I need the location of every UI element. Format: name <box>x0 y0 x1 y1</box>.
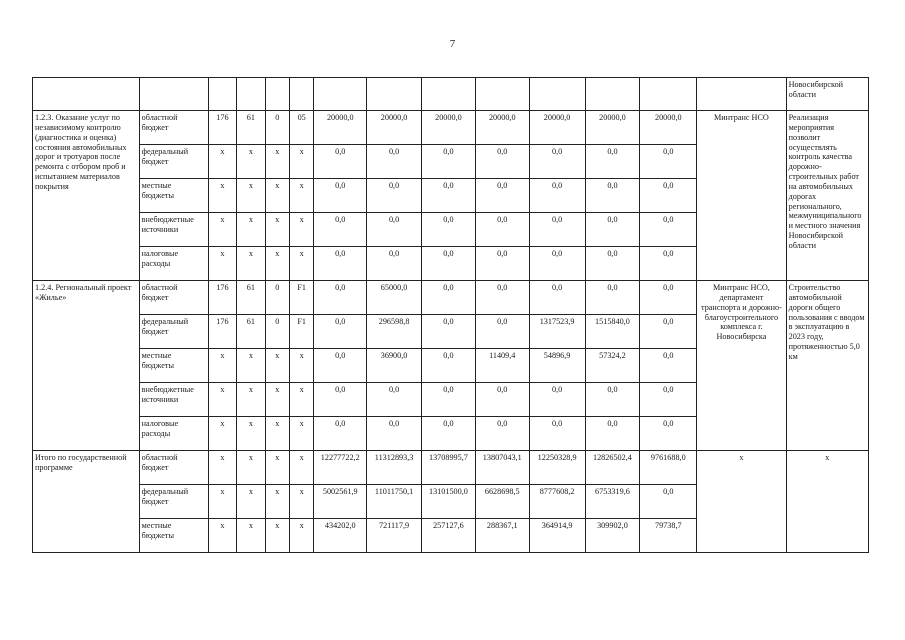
amount-cell: 0,0 <box>529 417 585 451</box>
budget-code: x <box>265 519 289 553</box>
expected-result: Строительство автомобильной дороги общего пользования с вводом в эксплуатацию в 2023 году, протяженностью 5,0 км <box>786 281 868 451</box>
table-row <box>33 111 869 145</box>
cell-empty <box>208 78 236 111</box>
amount-cell: 0,0 <box>640 213 697 247</box>
budget-code: x <box>265 247 289 281</box>
funding-source: внебюджетные источники <box>139 383 208 417</box>
budget-code: x <box>237 519 265 553</box>
budget-code: x <box>265 451 289 485</box>
amount-cell: 0,0 <box>314 383 367 417</box>
amount-cell: 0,0 <box>640 145 697 179</box>
executor: x <box>697 451 786 553</box>
budget-code: x <box>265 383 289 417</box>
budget-code: x <box>208 485 236 519</box>
amount-cell: 12826502,4 <box>585 451 640 485</box>
budget-code: F1 <box>289 281 313 315</box>
amount-cell: 6628698,5 <box>475 485 529 519</box>
amount-cell: 0,0 <box>314 213 367 247</box>
funding-source: федеральный бюджет <box>139 315 208 349</box>
amount-cell: 9761688,0 <box>640 451 697 485</box>
amount-cell: 0,0 <box>640 417 697 451</box>
amount-cell: 20000,0 <box>367 111 422 145</box>
amount-cell: 20000,0 <box>585 111 640 145</box>
result-continued: Новосибирской области <box>786 78 868 111</box>
amount-cell: 0,0 <box>475 417 529 451</box>
budget-code: x <box>237 213 265 247</box>
amount-cell: 20000,0 <box>314 111 367 145</box>
amount-cell: 0,0 <box>475 281 529 315</box>
page-number: 7 <box>449 38 456 50</box>
budget-code: 61 <box>237 315 265 349</box>
budget-code: 0 <box>265 111 289 145</box>
amount-cell: 0,0 <box>585 145 640 179</box>
measure-name: 1.2.4. Региональный проект «Жилье» <box>33 281 140 451</box>
budget-code: x <box>208 349 236 383</box>
amount-cell: 13807043,1 <box>475 451 529 485</box>
amount-cell: 0,0 <box>367 417 422 451</box>
cell-empty <box>289 78 313 111</box>
funding-source: налоговые расходы <box>139 247 208 281</box>
amount-cell: 0,0 <box>314 417 367 451</box>
budget-code: x <box>289 451 313 485</box>
budget-code: 0 <box>265 281 289 315</box>
amount-cell: 0,0 <box>475 315 529 349</box>
cell-empty <box>314 78 367 111</box>
table-row <box>33 451 869 485</box>
amount-cell: 0,0 <box>314 145 367 179</box>
amount-cell: 0,0 <box>422 281 476 315</box>
amount-cell: 20000,0 <box>640 111 697 145</box>
amount-cell: 0,0 <box>422 179 476 213</box>
amount-cell: 36900,0 <box>367 349 422 383</box>
amount-cell: 0,0 <box>640 247 697 281</box>
amount-cell: 0,0 <box>475 247 529 281</box>
amount-cell: 20000,0 <box>475 111 529 145</box>
budget-code: x <box>237 349 265 383</box>
cell-empty <box>697 78 786 111</box>
amount-cell: 0,0 <box>422 315 476 349</box>
budget-code: 176 <box>208 315 236 349</box>
funding-source: местные бюджеты <box>139 349 208 383</box>
amount-cell: 0,0 <box>529 383 585 417</box>
amount-cell: 0,0 <box>367 179 422 213</box>
cell-empty <box>237 78 265 111</box>
amount-cell: 13101500,0 <box>422 485 476 519</box>
amount-cell: 0,0 <box>585 179 640 213</box>
cell-empty <box>33 78 140 111</box>
cell-empty <box>265 78 289 111</box>
amount-cell: 11409,4 <box>475 349 529 383</box>
budget-code: 0 <box>265 315 289 349</box>
cell-empty <box>422 78 476 111</box>
amount-cell: 721117,9 <box>367 519 422 553</box>
amount-cell: 0,0 <box>529 247 585 281</box>
funding-source: местные бюджеты <box>139 179 208 213</box>
budget-code: x <box>208 247 236 281</box>
amount-cell: 0,0 <box>314 349 367 383</box>
budget-code: x <box>237 383 265 417</box>
amount-cell: 1317523,9 <box>529 315 585 349</box>
amount-cell: 13708995,7 <box>422 451 476 485</box>
budget-code: x <box>208 179 236 213</box>
amount-cell: 12277722,2 <box>314 451 367 485</box>
expected-result: Реализация мероприятия позволит осуществлять контроль качества дорожно-строительных работ на автомобильных дорогах регионального, межмуниципального и местного значения Новосибирской области <box>786 111 868 281</box>
amount-cell: 79738,7 <box>640 519 697 553</box>
funding-source: областной бюджет <box>139 111 208 145</box>
budget-code: x <box>289 349 313 383</box>
amount-cell: 0,0 <box>422 417 476 451</box>
funding-source: внебюджетные источники <box>139 213 208 247</box>
amount-cell: 0,0 <box>367 383 422 417</box>
amount-cell: 0,0 <box>585 383 640 417</box>
amount-cell: 0,0 <box>640 281 697 315</box>
amount-cell: 11011750,1 <box>367 485 422 519</box>
budget-code: x <box>265 213 289 247</box>
budget-code: x <box>237 179 265 213</box>
budget-code: x <box>265 179 289 213</box>
amount-cell: 0,0 <box>422 247 476 281</box>
amount-cell: 0,0 <box>640 315 697 349</box>
budget-code: x <box>289 383 313 417</box>
cell-empty <box>529 78 585 111</box>
amount-cell: 0,0 <box>367 213 422 247</box>
funding-source: налоговые расходы <box>139 417 208 451</box>
budget-code: 176 <box>208 281 236 315</box>
budget-code: x <box>289 179 313 213</box>
budget-code: x <box>289 485 313 519</box>
budget-code: F1 <box>289 315 313 349</box>
budget-code: 176 <box>208 111 236 145</box>
budget-code: 61 <box>237 111 265 145</box>
amount-cell: 0,0 <box>640 485 697 519</box>
budget-code: x <box>289 519 313 553</box>
amount-cell: 0,0 <box>529 145 585 179</box>
amount-cell: 1515840,0 <box>585 315 640 349</box>
budget-code: x <box>237 247 265 281</box>
amount-cell: 0,0 <box>475 145 529 179</box>
amount-cell: 309902,0 <box>585 519 640 553</box>
cell-empty <box>475 78 529 111</box>
budget-code: x <box>289 417 313 451</box>
measure-name: 1.2.3. Оказание услуг по независимому контролю (диагностика и оценка) состояния автомобильных дорог и тротуаров после ремонта с отбором проб и испытанием материалов покрытия <box>33 111 140 281</box>
amount-cell: 0,0 <box>314 315 367 349</box>
budget-code: x <box>265 417 289 451</box>
amount-cell: 0,0 <box>529 179 585 213</box>
budget-code: x <box>208 417 236 451</box>
budget-code: x <box>265 485 289 519</box>
amount-cell: 0,0 <box>314 281 367 315</box>
amount-cell: 6753319,6 <box>585 485 640 519</box>
budget-code: x <box>208 451 236 485</box>
amount-cell: 20000,0 <box>422 111 476 145</box>
funding-source: областной бюджет <box>139 451 208 485</box>
amount-cell: 0,0 <box>529 281 585 315</box>
amount-cell: 11312893,3 <box>367 451 422 485</box>
budget-table <box>32 77 869 553</box>
amount-cell: 0,0 <box>314 179 367 213</box>
amount-cell: 0,0 <box>367 145 422 179</box>
amount-cell: 0,0 <box>422 349 476 383</box>
amount-cell: 0,0 <box>640 349 697 383</box>
budget-code: x <box>237 417 265 451</box>
amount-cell: 0,0 <box>475 213 529 247</box>
budget-code: x <box>265 145 289 179</box>
funding-source: областной бюджет <box>139 281 208 315</box>
amount-cell: 0,0 <box>585 281 640 315</box>
amount-cell: 0,0 <box>529 213 585 247</box>
budget-code: x <box>265 349 289 383</box>
amount-cell: 8777608,2 <box>529 485 585 519</box>
amount-cell: 288367,1 <box>475 519 529 553</box>
budget-code: x <box>208 213 236 247</box>
amount-cell: 434202,0 <box>314 519 367 553</box>
budget-code: x <box>208 519 236 553</box>
amount-cell: 0,0 <box>367 247 422 281</box>
cell-empty <box>640 78 697 111</box>
budget-code: x <box>289 145 313 179</box>
amount-cell: 0,0 <box>640 179 697 213</box>
amount-cell: 57324,2 <box>585 349 640 383</box>
amount-cell: 296598,8 <box>367 315 422 349</box>
amount-cell: 0,0 <box>585 417 640 451</box>
amount-cell: 0,0 <box>422 145 476 179</box>
amount-cell: 20000,0 <box>529 111 585 145</box>
budget-code: x <box>289 247 313 281</box>
amount-cell: 0,0 <box>422 383 476 417</box>
table-row <box>33 281 869 315</box>
executor: Минтранс НСО <box>697 111 786 281</box>
funding-source: местные бюджеты <box>139 519 208 553</box>
cell-empty <box>585 78 640 111</box>
amount-cell: 0,0 <box>314 247 367 281</box>
budget-code: x <box>289 213 313 247</box>
budget-code: x <box>208 383 236 417</box>
funding-source: федеральный бюджет <box>139 145 208 179</box>
cell-empty <box>367 78 422 111</box>
amount-cell: 0,0 <box>640 383 697 417</box>
cell-empty <box>139 78 208 111</box>
measure-name: Итого по государственной программе <box>33 451 140 553</box>
budget-code: x <box>208 145 236 179</box>
amount-cell: 0,0 <box>475 383 529 417</box>
budget-code: x <box>237 485 265 519</box>
budget-code: 61 <box>237 281 265 315</box>
continued-header-row <box>33 78 869 111</box>
amount-cell: 0,0 <box>585 247 640 281</box>
budget-code: 05 <box>289 111 313 145</box>
executor: Минтранс НСО, департамент транспорта и дорожно-благоустроительного комплекса г. Новосибирска <box>697 281 786 451</box>
funding-source: федеральный бюджет <box>139 485 208 519</box>
amount-cell: 12250328,9 <box>529 451 585 485</box>
budget-code: x <box>237 451 265 485</box>
amount-cell: 257127,6 <box>422 519 476 553</box>
expected-result: x <box>786 451 868 553</box>
amount-cell: 0,0 <box>422 213 476 247</box>
amount-cell: 0,0 <box>475 179 529 213</box>
amount-cell: 364914,9 <box>529 519 585 553</box>
amount-cell: 54896,9 <box>529 349 585 383</box>
budget-code: x <box>237 145 265 179</box>
amount-cell: 5002561,9 <box>314 485 367 519</box>
amount-cell: 65000,0 <box>367 281 422 315</box>
amount-cell: 0,0 <box>585 213 640 247</box>
